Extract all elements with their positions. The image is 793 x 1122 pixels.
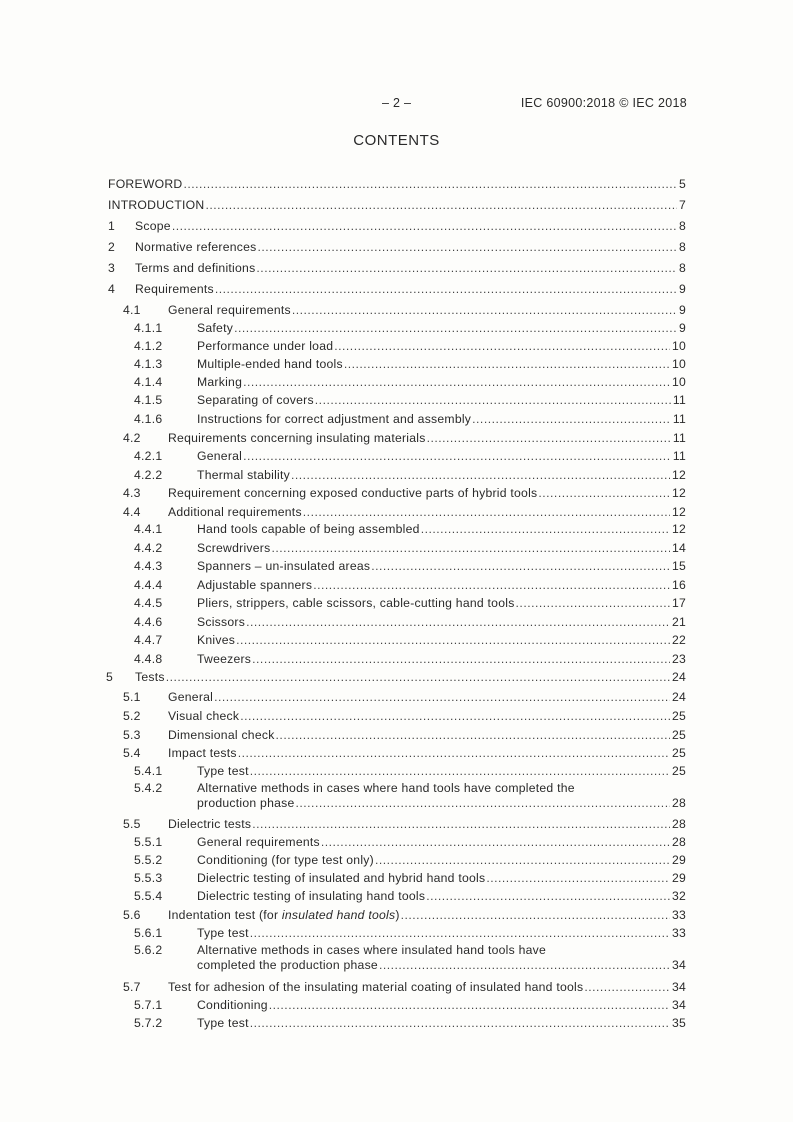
toc-page-number: 15: [671, 559, 686, 573]
toc-title: [168, 302, 291, 318]
toc-title-text: Thermal stability: [197, 468, 290, 482]
toc-leader-dots: [292, 302, 677, 318]
toc-page-number: 33: [671, 926, 686, 940]
toc-entry[interactable]: [0, 374, 686, 390]
toc-section-number: 5.1: [123, 690, 141, 704]
toc-title-text: Tweezers: [197, 652, 252, 666]
toc-page-number: 10: [671, 357, 686, 371]
toc-section-number: 4.2: [123, 431, 141, 445]
toc-page-number: 14: [671, 541, 686, 555]
toc-title-text: Instructions for correct adjustment and assembly: [197, 412, 472, 426]
toc-title: [108, 176, 182, 192]
toc-page-number: 25: [671, 764, 686, 778]
toc-entry[interactable]: [0, 870, 686, 886]
toc-entry[interactable]: [0, 392, 686, 408]
toc-title-text: General requirements: [168, 303, 291, 317]
toc-entry[interactable]: [0, 558, 686, 574]
toc-leader-dots: [250, 763, 670, 779]
toc-page-number: 29: [671, 871, 686, 885]
toc-title: [197, 1015, 249, 1031]
toc-title-text: Conditioning: [197, 998, 268, 1012]
toc-section-number: 4.1.4: [134, 375, 163, 389]
toc-page-number: 21: [671, 615, 686, 629]
toc-page-number: 24: [671, 690, 686, 704]
toc-leader-dots: [271, 540, 670, 556]
toc-page-number: 11: [672, 449, 686, 463]
toc-section-number: 5.5.2: [134, 853, 163, 867]
toc-page-number: 11: [672, 431, 686, 445]
toc-entry[interactable]: [0, 485, 686, 501]
toc-title-text: production phase: [197, 796, 295, 810]
toc-leader-dots: [205, 197, 677, 213]
toc-title-text: Separating of covers: [197, 393, 314, 407]
toc-title-suffix: ): [395, 908, 400, 922]
toc-title: [197, 411, 471, 427]
toc-section-number: 5.7.2: [134, 1016, 163, 1030]
page-header: [0, 96, 793, 112]
toc-page-number: 35: [671, 1016, 686, 1030]
toc-section-number: 4.1.6: [134, 412, 163, 426]
toc-entry[interactable]: [0, 689, 686, 705]
toc-page-number: 9: [678, 282, 686, 296]
document-reference: IEC 60900:2018 © IEC 2018: [520, 96, 687, 110]
toc-title-text: Requirement concerning exposed conductive parts of hybrid tools: [168, 486, 538, 500]
toc-title-text: Hand tools capable of being assembled: [197, 522, 420, 536]
toc-title-text: General requirements: [197, 835, 320, 849]
toc-entry[interactable]: [0, 614, 686, 630]
toc-entry[interactable]: [0, 320, 686, 336]
toc-title-text: Spanners – un-insulated areas: [197, 559, 371, 573]
toc-title-text: Scope: [135, 219, 171, 233]
toc-title-text: completed the production phase: [197, 958, 378, 972]
toc-title-text: Requirements concerning insulating materials: [168, 431, 426, 445]
toc-page-number: 22: [671, 633, 686, 647]
toc-page-number: 24: [671, 670, 686, 684]
toc-page-number: 8: [678, 261, 686, 275]
toc-section-number: 5.3: [123, 728, 141, 742]
toc-section-number: 4.2.1: [134, 449, 163, 463]
toc-title-text: Normative references: [135, 240, 257, 254]
toc-title-text: General: [168, 690, 214, 704]
toc-section-number: 4.4.7: [134, 633, 163, 647]
toc-entry[interactable]: [0, 595, 686, 611]
toc-entry[interactable]: [0, 997, 686, 1013]
toc-title: [197, 997, 268, 1013]
toc-title-text: Marking: [197, 375, 243, 389]
toc-page-number: 25: [671, 728, 686, 742]
toc-section-number: 5.5.4: [134, 889, 163, 903]
toc-page-number: 33: [671, 908, 686, 922]
toc-entry[interactable]: [0, 816, 686, 832]
toc-title: [135, 218, 171, 234]
toc-title-text: Type test: [197, 764, 249, 778]
toc-entry[interactable]: [0, 176, 686, 192]
toc-section-number: 4.4.1: [134, 522, 163, 536]
toc-page-number: 9: [678, 303, 686, 317]
toc-leader-dots: [243, 374, 670, 390]
toc-entry[interactable]: [0, 708, 686, 724]
toc-section-number: 4.4.6: [134, 615, 163, 629]
toc-entry[interactable]: [0, 521, 686, 537]
toc-title-text: Dimensional check: [168, 728, 275, 742]
toc-leader-dots: [236, 632, 670, 648]
page-number: – 2 –: [382, 96, 412, 110]
toc-leader-dots: [250, 925, 670, 941]
toc-section-number: 5.5.3: [134, 871, 163, 885]
toc-page-number: 11: [672, 393, 686, 407]
toc-entry[interactable]: [0, 218, 686, 234]
toc-section-number: 5.4.2: [134, 781, 163, 795]
toc-title: [168, 907, 400, 923]
toc-entry[interactable]: [0, 763, 686, 779]
toc-title: [197, 852, 374, 868]
toc-page-number: 32: [671, 889, 686, 903]
toc-entry[interactable]: [0, 467, 686, 483]
toc-section-number: 4.1.1: [134, 321, 163, 335]
toc-section-number: 4.4.3: [134, 559, 163, 573]
toc-section-number: 5.6.2: [134, 943, 163, 957]
toc-title: [168, 689, 213, 705]
toc-leader-dots: [313, 577, 670, 593]
toc-entry[interactable]: [0, 979, 686, 995]
toc-leader-dots: [375, 852, 670, 868]
toc-title-emphasis: insulated hand tools: [281, 908, 396, 922]
toc-section-number: 4.1.2: [134, 339, 163, 353]
toc-title: [135, 669, 165, 685]
toc-leader-dots: [296, 795, 670, 811]
toc-title: [197, 870, 485, 886]
toc-title: [197, 374, 242, 390]
toc-page-number: 12: [671, 522, 686, 536]
toc-title: [197, 834, 320, 850]
toc-leader-dots: [269, 997, 670, 1013]
toc-leader-dots: [291, 467, 670, 483]
toc-entry[interactable]: [0, 356, 686, 372]
toc-page-number: 17: [671, 596, 686, 610]
toc-section-number: 4.4.8: [134, 652, 163, 666]
toc-page-number: 10: [671, 375, 686, 389]
toc-leader-dots: [240, 708, 670, 724]
toc-section-number: 4.4: [123, 505, 141, 519]
toc-section-number: 4.2.2: [134, 468, 163, 482]
toc-title: [197, 338, 333, 354]
toc-title-text: Indentation test (for: [168, 908, 282, 922]
toc-title-text: Visual check: [168, 709, 240, 723]
toc-title: [197, 558, 370, 574]
toc-section-number: 5.4: [123, 746, 141, 760]
toc-title: [197, 763, 249, 779]
toc-title-text: Dielectric tests: [168, 817, 252, 831]
toc-title: [197, 577, 312, 593]
toc-entry[interactable]: [0, 448, 686, 464]
toc-title-first-line: Alternative methods in cases where hand tools have completed the: [197, 781, 575, 795]
toc-entry[interactable]: [0, 338, 686, 354]
toc-section-number: 5.7.1: [134, 998, 163, 1012]
toc-title-text: Type test: [197, 1016, 249, 1030]
toc-title-text: Scissors: [197, 615, 246, 629]
toc-page-number: 12: [671, 468, 686, 482]
toc-section-number: 4.4.4: [134, 578, 163, 592]
toc-leader-dots: [252, 816, 670, 832]
toc-page-number: 28: [671, 796, 686, 810]
toc-page-number: 23: [671, 652, 686, 666]
toc-title: [197, 651, 251, 667]
toc-section-number: 4.3: [123, 486, 141, 500]
toc-entry[interactable]: [0, 577, 686, 593]
toc-title-text: Pliers, strippers, cable scissors, cable-cutting hand tools: [197, 596, 515, 610]
toc-leader-dots: [172, 218, 677, 234]
toc-page-number: 25: [671, 709, 686, 723]
toc-title: [197, 888, 425, 904]
toc-page-number: 28: [671, 835, 686, 849]
toc-entry[interactable]: [0, 430, 686, 446]
toc-title: [168, 745, 237, 761]
toc-title-text: Terms and definitions: [135, 261, 256, 275]
toc-leader-dots: [214, 689, 670, 705]
toc-entry[interactable]: [0, 239, 686, 255]
toc-leader-dots: [276, 727, 670, 743]
toc-page-number: 8: [678, 219, 686, 233]
toc-leader-dots: [183, 176, 677, 192]
toc-title: [197, 521, 420, 537]
toc-leader-dots: [344, 356, 670, 372]
toc-title: [135, 260, 255, 276]
toc-entry[interactable]: [0, 669, 686, 685]
toc-title-text: Type test: [197, 926, 249, 940]
toc-title: [168, 816, 251, 832]
toc-section-number: 4.4.5: [134, 596, 163, 610]
toc-entry[interactable]: [0, 302, 686, 318]
toc-section-number: 4.1: [123, 303, 141, 317]
toc-title-text: Performance under load: [197, 339, 334, 353]
toc-title: [197, 467, 290, 483]
toc-page-number: 16: [671, 578, 686, 592]
toc-entry[interactable]: [0, 260, 686, 276]
toc-leader-dots: [427, 430, 671, 446]
toc-title-text: Multiple-ended hand tools: [197, 357, 343, 371]
toc-title-text: Additional requirements: [168, 505, 302, 519]
toc-entry[interactable]: [0, 651, 686, 667]
toc-title-text: Requirements: [135, 282, 214, 296]
toc-title: [197, 356, 343, 372]
toc-title: [197, 957, 378, 973]
toc-page-number: 9: [678, 321, 686, 335]
toc-title-first-line: Alternative methods in cases where insulated hand tools have: [197, 943, 547, 957]
toc-leader-dots: [538, 485, 670, 501]
toc-page-number: 34: [671, 980, 686, 994]
toc-page-number: 12: [671, 505, 686, 519]
toc-entry[interactable]: [0, 888, 686, 904]
toc-entry[interactable]: [0, 197, 686, 213]
toc-leader-dots: [258, 239, 677, 255]
toc-title-text: Knives: [197, 633, 236, 647]
toc-title-text: Test for adhesion of the insulating material coating of insulated hand tools: [168, 980, 584, 994]
toc-title-text: Screwdrivers: [197, 541, 271, 555]
toc-section-number: 5.2: [123, 709, 141, 723]
toc-title: [168, 485, 537, 501]
toc-entry[interactable]: [0, 727, 686, 743]
toc-entry[interactable]: [0, 632, 686, 648]
toc-leader-dots: [250, 1015, 670, 1031]
toc-page-number: 28: [671, 817, 686, 831]
toc-title: [168, 979, 583, 995]
toc-page-number: 10: [671, 339, 686, 353]
toc-page-number: 5: [678, 177, 686, 191]
toc-leader-dots: [472, 411, 671, 427]
toc-title-text: Impact tests: [168, 746, 237, 760]
toc-leader-dots: [371, 558, 670, 574]
toc-section-number: 5.5.1: [134, 835, 163, 849]
toc-title-text: Tests: [135, 670, 165, 684]
toc-section-number: 5.5: [123, 817, 141, 831]
toc-leader-dots: [166, 669, 670, 685]
toc-page-number: 34: [671, 998, 686, 1012]
toc-entry[interactable]: [0, 504, 686, 520]
toc-leader-dots: [315, 392, 671, 408]
toc-leader-dots: [516, 595, 670, 611]
toc-section-number: 1: [108, 219, 116, 233]
toc-page-number: 11: [672, 412, 686, 426]
toc-leader-dots: [246, 614, 670, 630]
toc-title: [197, 540, 270, 556]
toc-title: [197, 925, 249, 941]
toc-title-text: Dielectric testing of insulating hand tools: [197, 889, 426, 903]
toc-title: [197, 614, 245, 630]
toc-leader-dots: [584, 979, 670, 995]
toc-leader-dots: [379, 957, 670, 973]
toc-title: [168, 708, 239, 724]
toc-leader-dots: [303, 504, 670, 520]
toc-page-number: 7: [678, 198, 686, 212]
toc-title-text: Conditioning (for type test only): [197, 853, 374, 867]
toc-leader-dots: [321, 834, 670, 850]
toc-leader-dots: [252, 651, 670, 667]
toc-entry[interactable]: [0, 834, 686, 850]
toc-entry[interactable]: [0, 745, 686, 761]
toc-title: [135, 239, 257, 255]
toc-entry[interactable]: [0, 780, 686, 812]
toc-section-number: 4.4.2: [134, 541, 163, 555]
toc-leader-dots: [334, 338, 670, 354]
toc-title-text: INTRODUCTION: [108, 198, 205, 212]
toc-title-text: Safety: [197, 321, 234, 335]
toc-title-text: Adjustable spanners: [197, 578, 313, 592]
toc-section-number: 4.1.3: [134, 357, 163, 371]
toc-section-number: 5.6: [123, 908, 141, 922]
toc-section-number: 5.4.1: [134, 764, 163, 778]
toc-leader-dots: [243, 448, 671, 464]
toc-title: [168, 430, 426, 446]
toc-leader-dots: [401, 907, 670, 923]
toc-section-number: 2: [108, 240, 116, 254]
toc-leader-dots: [426, 888, 670, 904]
toc-title-text: FOREWORD: [108, 177, 183, 191]
toc-entry[interactable]: [0, 942, 686, 974]
toc-title: [197, 392, 314, 408]
toc-section-number: 4.1.5: [134, 393, 163, 407]
toc-section-number: 3: [108, 261, 116, 275]
toc-title: [108, 197, 204, 213]
toc-entry[interactable]: [0, 907, 686, 923]
toc-title: [197, 320, 233, 336]
toc-leader-dots: [238, 745, 670, 761]
toc-leader-dots: [421, 521, 670, 537]
toc-title: [197, 448, 242, 464]
toc-title: [197, 795, 295, 811]
toc-entry[interactable]: [0, 1015, 686, 1031]
toc-title: [168, 504, 302, 520]
toc-title: [197, 632, 235, 648]
toc-page-number: 8: [678, 240, 686, 254]
toc-leader-dots: [486, 870, 670, 886]
toc-title-text: General: [197, 449, 243, 463]
toc-page-number: 12: [671, 486, 686, 500]
toc-entry[interactable]: [0, 925, 686, 941]
toc-entry[interactable]: [0, 852, 686, 868]
toc-leader-dots: [215, 281, 677, 297]
contents-title: CONTENTS: [353, 132, 440, 149]
toc-page-number: 29: [671, 853, 686, 867]
toc-page-number: 34: [671, 958, 686, 972]
toc-section-number: 5.7: [123, 980, 141, 994]
toc-entry[interactable]: [0, 281, 686, 297]
toc-entry[interactable]: [0, 540, 686, 556]
toc-title-text: Dielectric testing of insulated and hybrid hand tools: [197, 871, 486, 885]
toc-title: [135, 281, 214, 297]
toc-page-number: 25: [671, 746, 686, 760]
toc-leader-dots: [256, 260, 677, 276]
toc-leader-dots: [234, 320, 677, 336]
toc-section-number: 5: [106, 670, 114, 684]
toc-title: [168, 727, 275, 743]
toc-section-number: 4: [108, 282, 116, 296]
toc-section-number: 5.6.1: [134, 926, 163, 940]
toc-entry[interactable]: [0, 411, 686, 427]
toc-title: [197, 595, 515, 611]
